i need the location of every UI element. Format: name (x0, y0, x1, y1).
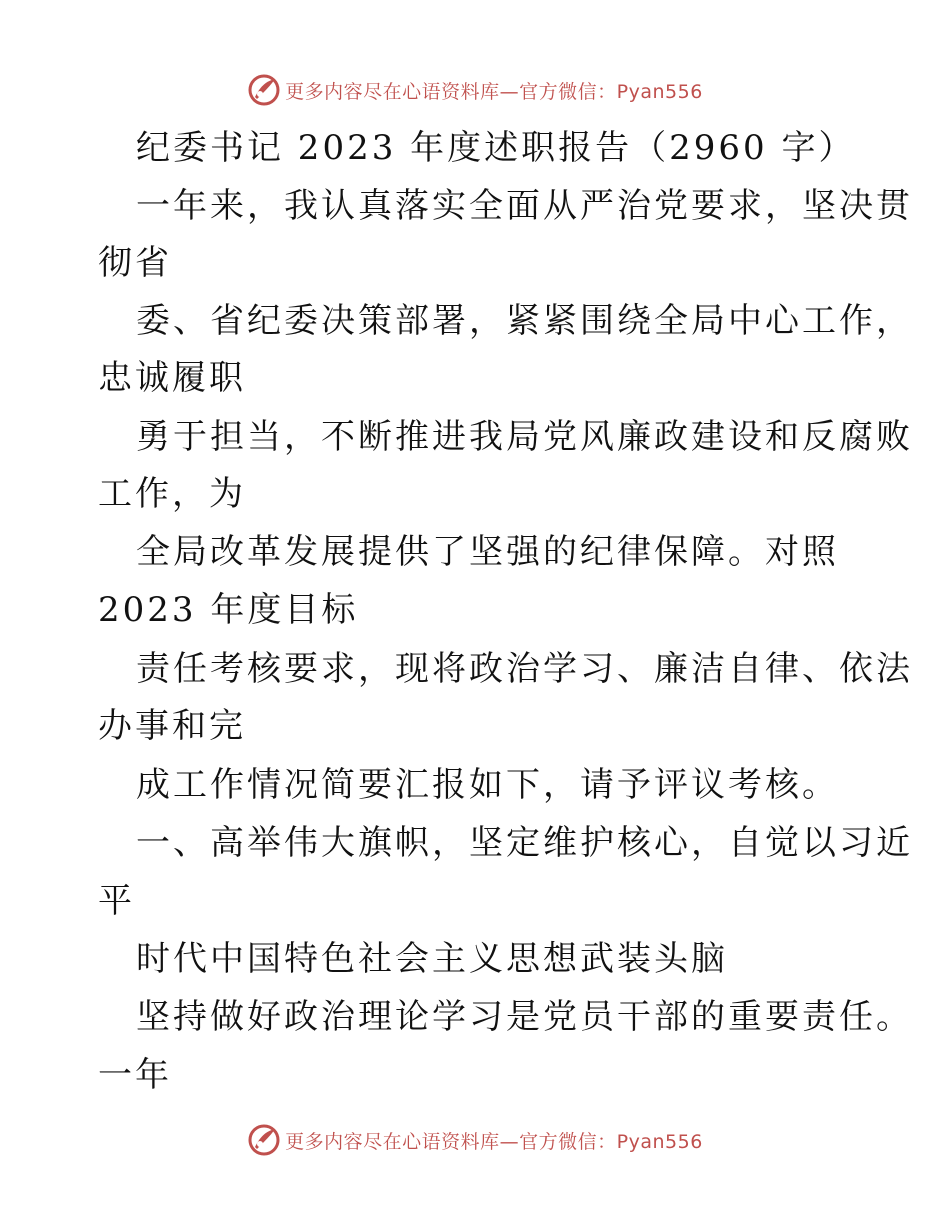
footer-banner-text: 更多内容尽在心语资料库—官方微信：Pyan556 (285, 1130, 703, 1153)
text-line: 全局改革发展提供了坚强的纪律保障。对照 (136, 532, 839, 572)
text-line: 勇于担当，不断推进我局党风廉政建设和反腐败 (136, 417, 913, 457)
text-line: 2023 年度目标 (98, 590, 359, 630)
text-line: 忠诚履职 (98, 358, 246, 398)
text-line: 责任考核要求，现将政治学习、廉洁自律、依法 (136, 649, 913, 689)
header-banner-text: 更多内容尽在心语资料库—官方微信：Pyan556 (285, 80, 703, 103)
text-line: 坚持做好政治理论学习是党员干部的重要责任。 (136, 997, 913, 1037)
section-heading-continued: 时代中国特色社会主义思想武装头脑 (136, 939, 728, 979)
footer-banner (0, 1120, 950, 1160)
section-heading-continued: 平 (98, 881, 135, 921)
text-line: 一年来，我认真落实全面从严治党要求，坚决贯 (136, 186, 913, 226)
text-line: 委、省纪委决策部署，紧紧围绕全局中心工作， (136, 301, 913, 341)
text-line: 一年 (98, 1055, 172, 1095)
section-heading: 一、高举伟大旗帜，坚定维护核心，自觉以习近 (136, 823, 913, 863)
document-title: 纪委书记 2023 年度述职报告（2960 字） (136, 128, 856, 168)
text-line: 办事和完 (98, 706, 246, 746)
text-line: 成工作情况简要汇报如下，请予评议考核。 (136, 765, 839, 805)
text-line: 工作，为 (98, 474, 246, 514)
brand-logo-icon (247, 1123, 281, 1157)
text-line: 彻省 (98, 243, 172, 283)
